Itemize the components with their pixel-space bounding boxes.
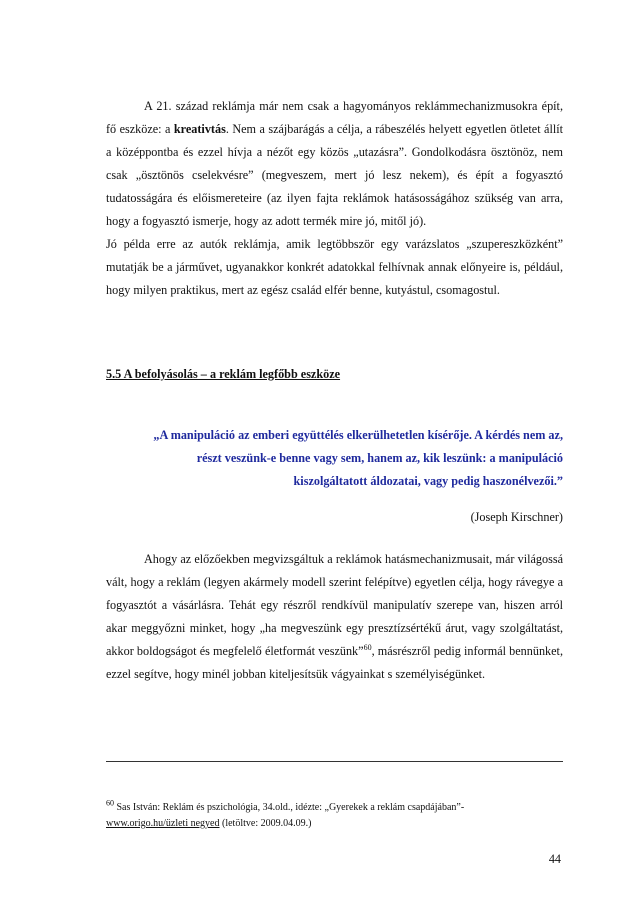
footnote-link[interactable]: www.origo.hu/üzleti negyed [106, 818, 220, 829]
footnote-suffix: (letöltve: 2009.04.09.) [219, 818, 312, 829]
page-number: 44 [548, 852, 561, 866]
footnote-number: 60 [106, 798, 114, 808]
paragraph-2: Jó példa erre az autók reklámja, amik legtöbbször egy varázslatos „szupereszközként” mutatják be a járművet, ugyanakkor konkrét adatokkal felhívnak annak előnyeire is, például, hogy milyen praktikus, mert az egész család elfér benne, kutyástul, csomagostul. [106, 237, 563, 297]
footnote-divider [106, 761, 563, 762]
footnote-reference[interactable]: 60 [363, 642, 372, 652]
paragraph-1 [106, 95, 563, 233]
footnote [106, 800, 563, 832]
quote-line-1: „A manipuláció az emberi együttélés elkerülhetetlen kísérője. A kérdés nem az, [153, 428, 563, 442]
paragraph-3-text-a: Ahogy az előzőekben megvizsgáltuk a reklámok hatásmechanizmusait, már világossá vált, hogy a reklám (legyen akármely modell szerint felépítve) egyetlen célja, hogy rávegye a fogyasztót a vásárlásra. Tehát egy részről rendkívül manipulatív szerepe van, hiszen arról akar meggyőzni minket, hogy „ha megveszünk egy presztízsértékű árut, vagy szolgáltatást, akkor boldogságot és megfelelő életformát veszünk” [106, 552, 563, 658]
footnote-text: Sas István: Reklám és pszichológia, 34.old., idézte: „Gyerekek a reklám csapdájában”- [114, 802, 465, 813]
block-quote [106, 424, 563, 493]
quote-line-2: részt veszünk-e benne vagy sem, hanem az, kik leszünk: a manipuláció [196, 451, 563, 465]
paragraph-1-text-a: A 21. század reklámja már nem csak a hagyományos reklámmechanizmusokra épít, fő eszköze: a [106, 99, 563, 136]
paragraph-3-text-b: , másrészről pedig informál bennünket, ezzel segítve, hogy minél jobban kiteljesítsük vágyainkat s személyiségünket. [106, 644, 563, 681]
quote-author: (Joseph Kirschner) [470, 510, 563, 524]
section-heading: 5.5 A befolyásolás – a reklám legfőbb eszköze [106, 367, 341, 381]
paragraph-3 [106, 548, 563, 686]
paragraph-1-bold-term: kreativtás [173, 122, 226, 136]
quote-line-3: kiszolgáltatott áldozatai, vagy pedig haszonélvezői.” [293, 474, 563, 488]
paragraph-1-text-b: . Nem a szájbarágás a célja, a rábeszélés helyett egyetlen ötletet állít a középpontba és ezzel hívja a nézőt egy közös „utazásra”. Gondolkodásra ösztönöz, nem csak „ösztönös cselekvésre” (megveszem, mert jó lesz nekem), és épít a fogyasztó tudatosságára és előismereteire (az ilyen fajta reklámok hatásosságához szükség van arra, hogy a fogyasztó ismerje, hogy az adott termék mire jó, mitől jó). [106, 122, 563, 228]
